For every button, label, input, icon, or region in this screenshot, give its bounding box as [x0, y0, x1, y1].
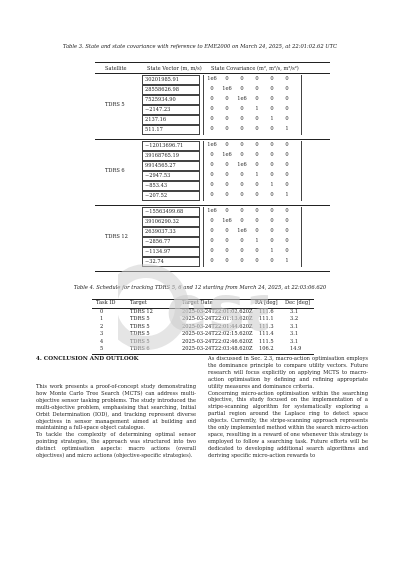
- state-vector-cell: 7525934.90: [142, 95, 200, 105]
- state-vector-cell: 28558626.98: [142, 85, 200, 95]
- covariance-cell: 0: [210, 172, 214, 178]
- state-vector-cell: 30201985.91: [142, 75, 200, 85]
- target-date-cell: 2025-03-24T22:02:46.620Z: [182, 338, 253, 345]
- covariance-cell: 0: [225, 228, 229, 234]
- table4-row: [92, 339, 314, 346]
- covariance-cell: 0: [210, 106, 214, 112]
- covariance-cell: 0: [255, 162, 259, 168]
- covariance-cell: 0: [270, 172, 274, 178]
- covariance-cell: 0: [285, 182, 289, 188]
- target-date-cell: 2025-03-24T22:01:44.620Z: [182, 323, 253, 330]
- covariance-cell: 1e6: [222, 86, 232, 92]
- covariance-cell: 1: [255, 172, 259, 178]
- covariance-cell: 0: [225, 208, 229, 214]
- covariance-cell: 0: [255, 96, 259, 102]
- satellite-name: TDRS 12: [105, 234, 128, 240]
- table4-row: [92, 316, 314, 323]
- covariance-row: [204, 247, 300, 257]
- table3-satellite-block: [95, 73, 330, 140]
- covariance-cell: 0: [285, 208, 289, 214]
- covariance-cell: 1: [270, 248, 274, 254]
- dec-cell: 3.1: [290, 331, 299, 338]
- covariance-cell: 0: [240, 106, 244, 112]
- table3-satellite-block: [95, 139, 330, 206]
- covariance-cell: 0: [240, 238, 244, 244]
- state-vector-cell: −2856.77: [142, 237, 200, 247]
- covariance-cell: 0: [240, 218, 244, 224]
- covariance-cell: 0: [255, 126, 259, 132]
- ra-cell: 111.1: [259, 316, 274, 323]
- covariance-cell: 0: [270, 106, 274, 112]
- covariance-cell: 0: [225, 172, 229, 178]
- covariance-cell: 0: [225, 162, 229, 168]
- covariance-cell: 1e6: [207, 76, 217, 82]
- covariance-cell: 0: [255, 86, 259, 92]
- covariance-cell: 0: [240, 258, 244, 264]
- table4-row: [92, 331, 314, 338]
- dec-cell: 3.1: [290, 309, 299, 315]
- state-vector-cell: −207.52: [142, 191, 200, 201]
- covariance-cell: 0: [255, 192, 259, 198]
- target-date-cell: 2025-03-24T22:01:13.620Z: [182, 316, 253, 323]
- target-cell: TDRS 12: [130, 309, 153, 315]
- ra-cell: 111.6: [259, 309, 274, 315]
- covariance-cell: 0: [225, 106, 229, 112]
- covariance-row: [204, 207, 300, 217]
- dec-cell: 14.9: [290, 346, 302, 352]
- covariance-cell: 0: [240, 126, 244, 132]
- covariance-cell: 0: [270, 228, 274, 234]
- covariance-cell: 0: [225, 142, 229, 148]
- covariance-cell: 1e6: [237, 162, 247, 168]
- table4-row: [92, 346, 314, 353]
- state-vector-cell: −15563499.68: [142, 207, 200, 217]
- covariance-cell: 0: [225, 238, 229, 244]
- table4-header-task: Task ID: [96, 300, 116, 306]
- covariance-cell: 0: [270, 76, 274, 82]
- table4-caption: Table 4. Schedule for tracking TDRS 5, 6 and 12 starting from March 24, 2025, at 22:03:06.620: [73, 285, 327, 291]
- covariance-cell: 0: [270, 192, 274, 198]
- dec-cell: 3.1: [290, 338, 299, 345]
- covariance-cell: 0: [270, 162, 274, 168]
- target-cell: TDRS 6: [130, 346, 150, 352]
- ra-cell: 111.4: [259, 331, 274, 338]
- task-id-cell: 0: [100, 309, 104, 315]
- table4-row: [92, 324, 314, 331]
- covariance-cell: 0: [270, 208, 274, 214]
- covariance-cell: 0: [210, 218, 214, 224]
- covariance-cell: 0: [255, 258, 259, 264]
- covariance-cell: 0: [270, 142, 274, 148]
- covariance-cell: 0: [270, 96, 274, 102]
- table3-caption: Table 3. State and state covariance with reference to EME2000 on March 24, 2025, at 22:01:02.62 UTC: [62, 44, 338, 50]
- covariance-cell: 0: [255, 248, 259, 254]
- table3-header-satellite: Satellite: [105, 65, 127, 72]
- covariance-cell: 0: [240, 76, 244, 82]
- covariance-cell: 0: [240, 116, 244, 122]
- covariance-cell: 1e6: [222, 218, 232, 224]
- covariance-cell: 1: [270, 116, 274, 122]
- covariance-cell: 1: [285, 192, 289, 198]
- covariance-row: [204, 161, 300, 171]
- covariance-row: [204, 95, 300, 105]
- covariance-row: [204, 125, 300, 135]
- table4-header-ra: RA [deg]: [255, 300, 278, 306]
- dec-cell: 3.2: [290, 316, 299, 323]
- paragraph: To tackle the complexity of determining optimal sensor pointing strategies, the approach was structured into two distinct optimisation aspects: macro actions (overall objectives) and micro actions (objective-specific strategies).: [36, 432, 196, 460]
- svg-text:esa: esa: [166, 272, 268, 345]
- covariance-cell: 0: [210, 258, 214, 264]
- covariance-row: [204, 227, 300, 237]
- covariance-cell: 0: [285, 248, 289, 254]
- ra-cell: 106.2: [259, 346, 274, 352]
- covariance-cell: 0: [270, 218, 274, 224]
- target-cell: TDRS 5: [130, 316, 150, 323]
- covariance-cell: 0: [255, 116, 259, 122]
- covariance-cell: 0: [225, 96, 229, 102]
- covariance-cell: 0: [210, 162, 214, 168]
- covariance-cell: 0: [210, 126, 214, 132]
- covariance-row: [204, 115, 300, 125]
- table3-header-covariance: State Covariance (m², m²/s, m²/s²): [211, 65, 299, 72]
- covariance-cell: 0: [210, 238, 214, 244]
- covariance-cell: 0: [210, 96, 214, 102]
- table4-header-dec: Dec [deg]: [285, 300, 311, 306]
- covariance-row: [204, 191, 300, 201]
- section-heading: 4. CONCLUSION AND OUTLOOK: [36, 356, 139, 362]
- covariance-cell: 0: [285, 238, 289, 244]
- target-date-cell: 2025-03-24T22:03:48.620Z: [182, 346, 253, 352]
- covariance-cell: 0: [285, 116, 289, 122]
- covariance-cell: 1: [255, 106, 259, 112]
- paragraph: Concerning micro-action optimisation within the searching objective, this study focused on the implementation of a stripe-scanning algorithm for systematically exploring a partial region around the Laplace ring to detect space objects. Currently, the stripe-scanning approach represents the only implemented method within the search micro-action space, resulting in a reward of one whenever this strategy is employed to follow a searching task. Future efforts will be dedicated to developing additional search algorithms and deriving specific micro-action rewards to: [208, 390, 368, 459]
- target-cell: TDRS 5: [130, 323, 150, 330]
- table4-header-target: Target: [130, 300, 147, 306]
- covariance-cell: 0: [255, 228, 259, 234]
- covariance-cell: 0: [285, 76, 289, 82]
- paragraph: This work presents a proof-of-concept study demonstrating how Monte Carlo Tree Search (MCTS) can address multi-objective sensor tasking problems. The study introduced the multi-objective problem, emphasising that searching, Initial Orbit Determination (IOD), and tracking represent diverse objectives in sensor management aimed at building and maintaining a full-space object catalogue.: [36, 384, 196, 432]
- covariance-cell: 0: [225, 258, 229, 264]
- table3-satellite-block: [95, 205, 330, 272]
- state-vector-cell: 39168765.19: [142, 151, 200, 161]
- state-vector-cell: −12013696.71: [142, 141, 200, 151]
- ra-cell: 111.3: [259, 323, 274, 330]
- table4-header-date: Target Date: [182, 300, 213, 306]
- target-cell: TDRS 5: [130, 338, 150, 345]
- covariance-cell: 0: [255, 76, 259, 82]
- covariance-cell: 0: [240, 172, 244, 178]
- task-id-cell: 4: [100, 338, 104, 345]
- covariance-cell: 0: [240, 192, 244, 198]
- right-column: [208, 356, 368, 460]
- covariance-cell: 0: [210, 228, 214, 234]
- ra-cell: 111.5: [259, 338, 274, 345]
- covariance-cell: 0: [285, 228, 289, 234]
- covariance-row: [204, 85, 300, 95]
- satellite-name: TDRS 6: [105, 168, 125, 174]
- state-vector-cell: 2639037.33: [142, 227, 200, 237]
- state-vector-cell: −32.74: [142, 257, 200, 267]
- dec-cell: 3.1: [290, 323, 299, 330]
- covariance-row: [204, 171, 300, 181]
- task-id-cell: 5: [100, 346, 104, 352]
- covariance-cell: 1e6: [237, 228, 247, 234]
- covariance-row: [204, 237, 300, 247]
- covariance-cell: 0: [285, 162, 289, 168]
- state-vector-cell: −2147.23: [142, 105, 200, 115]
- covariance-cell: 1e6: [207, 142, 217, 148]
- covariance-cell: 0: [225, 192, 229, 198]
- covariance-cell: 0: [225, 248, 229, 254]
- covariance-cell: 0: [285, 218, 289, 224]
- table4-row: [92, 309, 314, 316]
- task-id-cell: 3: [100, 331, 104, 338]
- state-vector-cell: −2947.53: [142, 171, 200, 181]
- covariance-cell: 0: [225, 126, 229, 132]
- state-vector-cell: 2137.16: [142, 115, 200, 125]
- covariance-cell: 1: [285, 126, 289, 132]
- covariance-cell: 0: [270, 238, 274, 244]
- state-vector-cell: −1134.97: [142, 247, 200, 257]
- covariance-row: [204, 75, 300, 85]
- covariance-cell: 0: [270, 126, 274, 132]
- covariance-cell: 0: [225, 76, 229, 82]
- covariance-cell: 0: [210, 116, 214, 122]
- covariance-row: [204, 151, 300, 161]
- covariance-cell: 1e6: [222, 152, 232, 158]
- covariance-cell: 1: [285, 258, 289, 264]
- covariance-cell: 0: [225, 182, 229, 188]
- state-vector-cell: 39106290.32: [142, 217, 200, 227]
- covariance-cell: 0: [285, 96, 289, 102]
- target-date-cell: 2025-03-24T22:02:15.620Z: [182, 331, 253, 338]
- covariance-cell: 0: [270, 86, 274, 92]
- covariance-cell: 0: [255, 142, 259, 148]
- task-id-cell: 2: [100, 323, 104, 330]
- paragraph: As discussed in Sec. 2.3, macro-action optimisation employs the dominance principle to compare utility vectors. Future research will focus explicitly on applying MCTS to macro-action optimisation by defining and refining appropriate utility measures and dominance criteria.: [208, 356, 368, 390]
- covariance-cell: 0: [240, 208, 244, 214]
- covariance-row: [204, 141, 300, 151]
- target-date-cell: 2025-03-24T22:01:02.620Z: [182, 309, 253, 315]
- state-vector-cell: 511.17: [142, 125, 200, 135]
- covariance-row: [204, 257, 300, 267]
- task-id-cell: 1: [100, 316, 104, 323]
- covariance-cell: 0: [210, 192, 214, 198]
- state-vector-cell: −853.43: [142, 181, 200, 191]
- covariance-cell: 0: [285, 172, 289, 178]
- covariance-cell: 0: [240, 248, 244, 254]
- covariance-cell: 1e6: [207, 208, 217, 214]
- covariance-cell: 0: [255, 218, 259, 224]
- covariance-cell: 0: [270, 152, 274, 158]
- covariance-cell: 0: [210, 86, 214, 92]
- table4-header-row: [92, 300, 314, 307]
- covariance-cell: 0: [240, 182, 244, 188]
- covariance-cell: 1: [255, 238, 259, 244]
- left-column: [36, 384, 196, 460]
- covariance-cell: 0: [240, 142, 244, 148]
- state-vector-cell: 9914565.27: [142, 161, 200, 171]
- covariance-cell: 0: [210, 248, 214, 254]
- table3-header-state-vector: State Vector (m, m/s): [147, 65, 202, 72]
- covariance-cell: 0: [285, 142, 289, 148]
- covariance-row: [204, 105, 300, 115]
- covariance-cell: 1: [270, 182, 274, 188]
- covariance-cell: 0: [255, 208, 259, 214]
- covariance-cell: 0: [255, 152, 259, 158]
- satellite-name: TDRS 5: [105, 102, 125, 108]
- covariance-cell: 0: [255, 182, 259, 188]
- covariance-cell: 0: [285, 152, 289, 158]
- covariance-cell: 0: [240, 152, 244, 158]
- covariance-cell: 0: [270, 258, 274, 264]
- covariance-cell: 0: [285, 86, 289, 92]
- covariance-cell: 0: [240, 86, 244, 92]
- covariance-cell: 0: [225, 116, 229, 122]
- covariance-cell: 1e6: [237, 96, 247, 102]
- covariance-cell: 0: [210, 182, 214, 188]
- covariance-cell: 0: [210, 152, 214, 158]
- covariance-row: [204, 181, 300, 191]
- covariance-row: [204, 217, 300, 227]
- target-cell: TDRS 5: [130, 331, 150, 338]
- covariance-cell: 0: [285, 106, 289, 112]
